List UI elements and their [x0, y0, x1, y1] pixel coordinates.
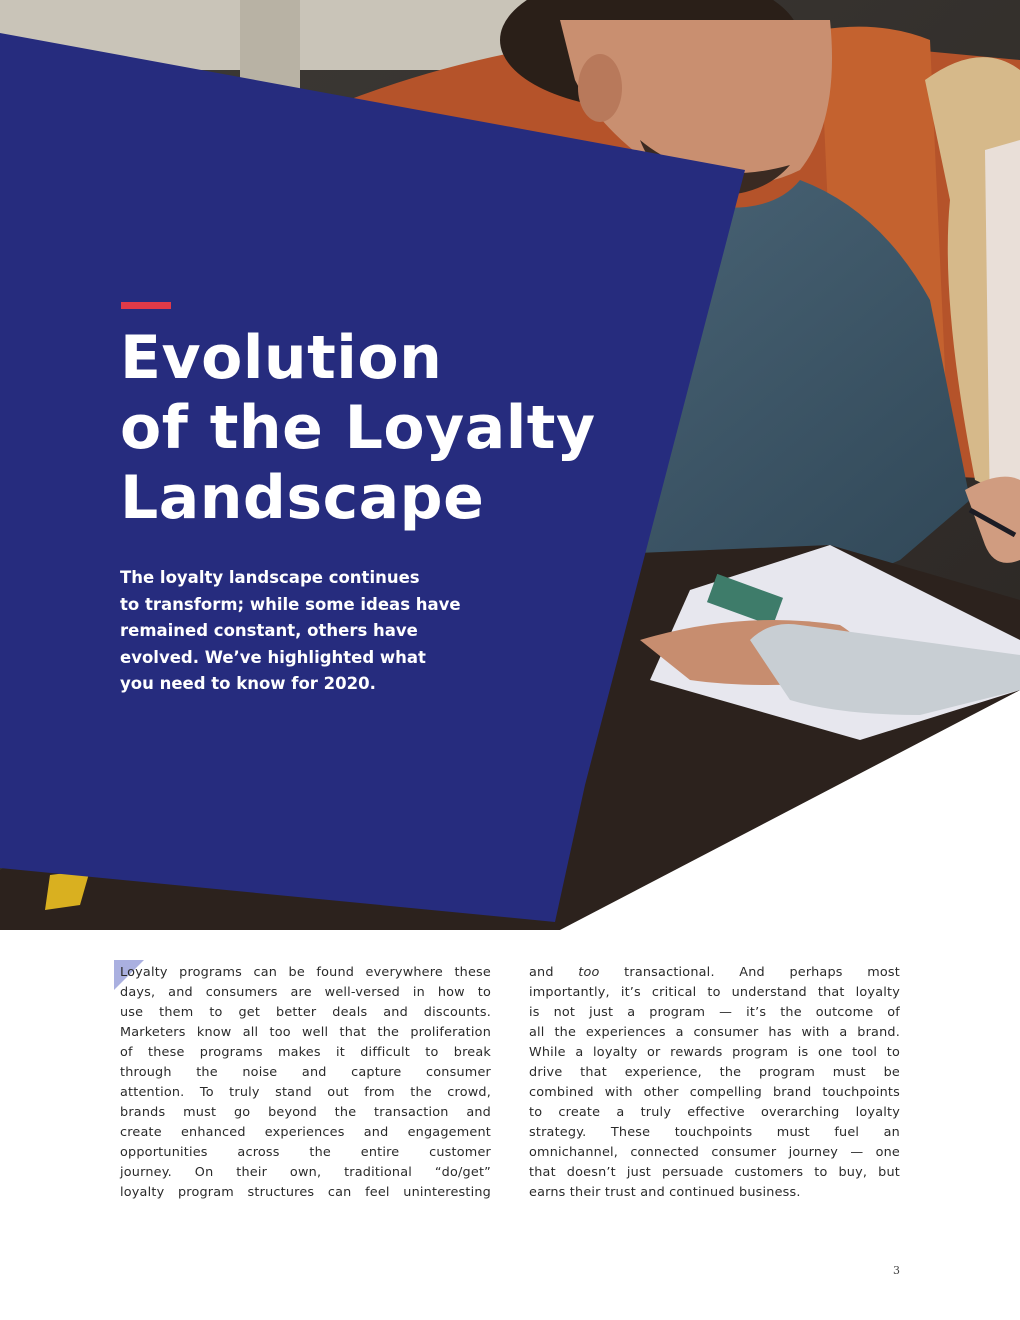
body-line: use them to get better deals and discounts. [120, 1005, 491, 1020]
body-line: is not just a program — it’s the outcome of [529, 1005, 900, 1020]
body-column-right [529, 963, 900, 1203]
lead-paragraph [120, 565, 480, 698]
body-line: combined with other compelling brand touchpoints [529, 1085, 900, 1100]
title-line-1: Evolution [120, 323, 443, 393]
emphasis-word: too [578, 965, 600, 980]
body-line-first [529, 963, 900, 983]
body-line: loyalty program structures can feel uninteresting [120, 1185, 491, 1200]
accent-rule [121, 302, 171, 309]
body-line: to create a truly effective overarching loyalty [529, 1105, 900, 1120]
body-line: Loyalty programs can be found everywhere these [120, 965, 491, 980]
body-line: Marketers know all too well that the proliferation [120, 1025, 491, 1040]
body-line: attention. To truly stand out from the crowd, [120, 1085, 491, 1100]
body-line: drive that experience, the program must be [529, 1065, 900, 1080]
body-line: brands must go beyond the transaction and [120, 1105, 491, 1120]
body-word: and [529, 965, 554, 980]
body-line: importantly, it’s critical to understand that loyalty [529, 985, 900, 1000]
lead-line-1: The loyalty landscape continues [120, 568, 420, 587]
body-column-left [120, 963, 491, 1203]
page-number: 3 [893, 1264, 900, 1277]
body-line: journey. On their own, traditional “do/get” [120, 1165, 491, 1180]
body-line: days, and consumers are well-versed in how to [120, 985, 491, 1000]
lead-line-3: remained constant, others have [120, 621, 418, 641]
body-line: create enhanced experiences and engagement [120, 1125, 491, 1140]
body-line: omnichannel, connected consumer journey — one [529, 1145, 900, 1160]
page-title [120, 323, 640, 533]
title-line-3: Landscape [120, 463, 485, 533]
lead-line-5: you need to know for 2020. [120, 674, 376, 694]
body-line: opportunities across the entire customer [120, 1145, 491, 1160]
body-line: strategy. These touchpoints must fuel an [529, 1125, 900, 1140]
body-line: that doesn’t just persuade customers to buy, but [529, 1165, 900, 1180]
body-line: through the noise and capture consumer [120, 1065, 491, 1080]
body-line: of these programs makes it difficult to break [120, 1045, 491, 1060]
body-line-last: earns their trust and continued business. [529, 1185, 801, 1200]
body-text: transactional. And perhaps most [624, 965, 900, 980]
body-line: While a loyalty or rewards program is one tool to [529, 1045, 900, 1060]
lead-line-2: to transform; while some ideas have [120, 594, 461, 614]
lead-line-4: evolved. We’ve highlighted what [120, 647, 426, 667]
title-line-2: of the Loyalty [120, 393, 596, 463]
body-line: all the experiences a consumer has with a brand. [529, 1025, 900, 1040]
